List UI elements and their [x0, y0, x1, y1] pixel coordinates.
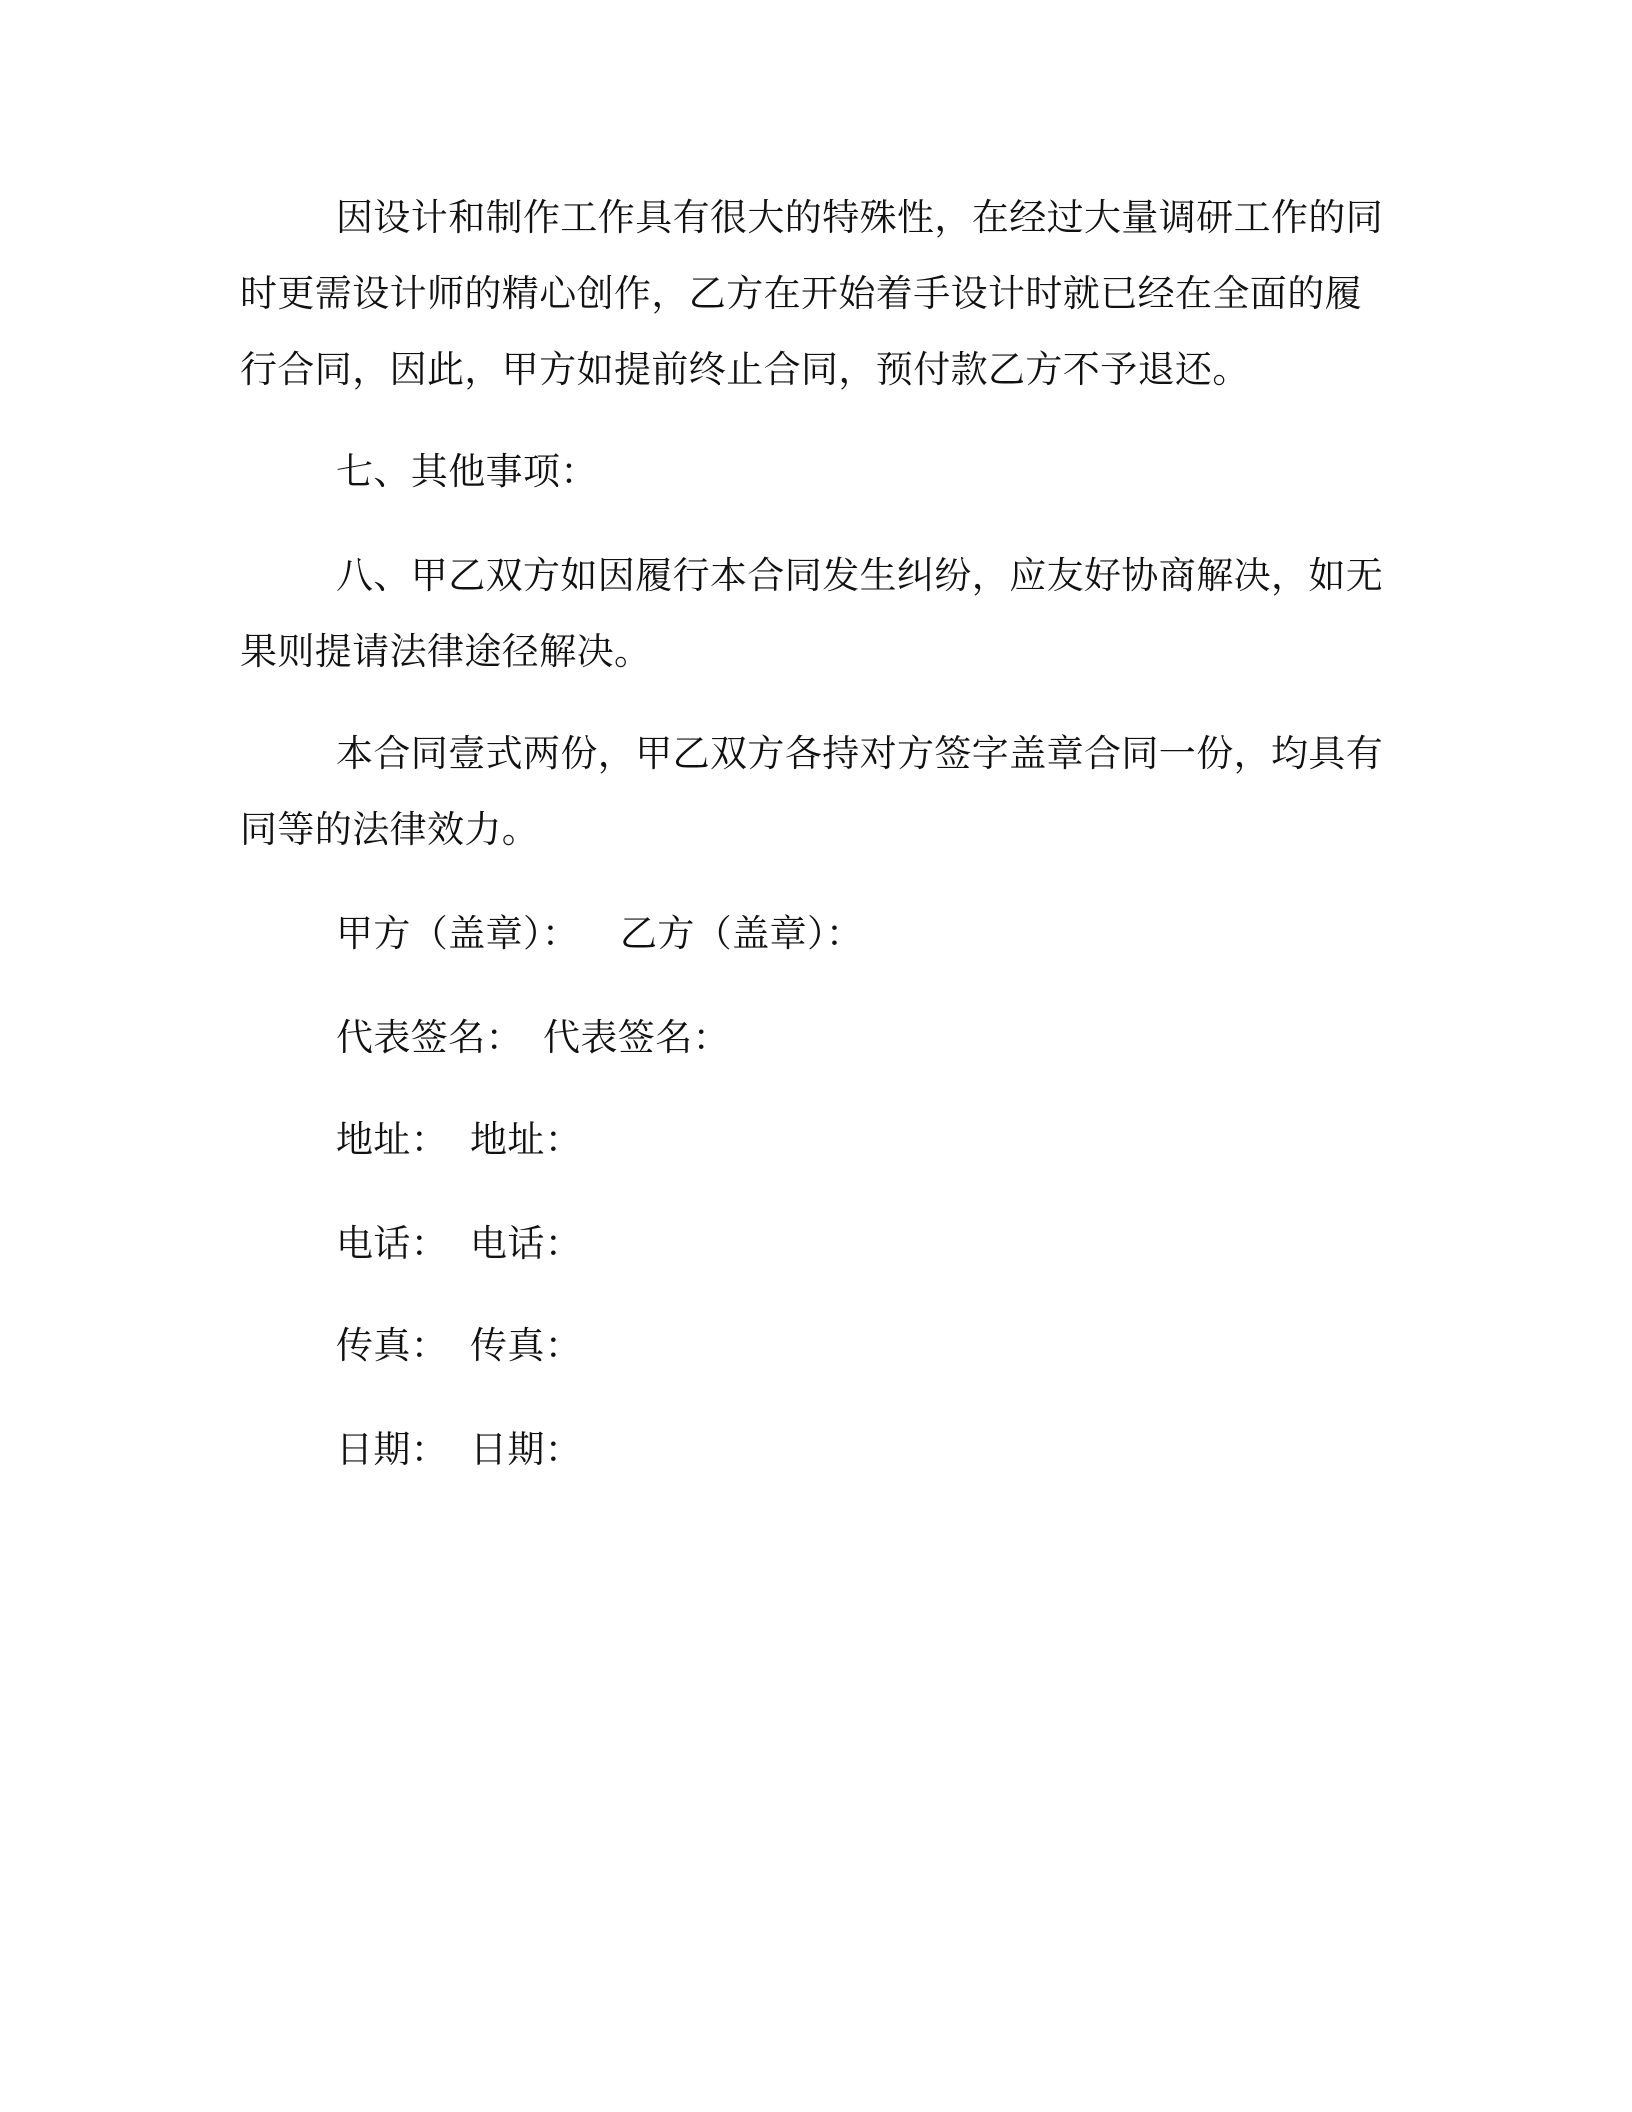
party-a-phone-label: 电话： — [336, 1222, 449, 1265]
paragraph-copies-line-2: 同等的法律效力。 — [240, 808, 540, 851]
signature-row-address — [336, 1114, 583, 1166]
party-a-date-label: 日期： — [336, 1428, 449, 1471]
party-b-address-label: 地址： — [470, 1118, 583, 1161]
signature-row-phone — [336, 1218, 583, 1270]
party-a-seal-label: 甲方（盖章）： — [336, 912, 580, 955]
party-b-date-label: 日期： — [470, 1428, 583, 1471]
paragraph-dispute-line-2: 果则提请法律途径解决。 — [240, 630, 652, 673]
party-a-representative-label: 代表签名： — [336, 1016, 523, 1059]
paragraph-copies-line-1: 本合同壹式两份，甲乙双方各持对方签字盖章合同一份，均具有 — [336, 732, 1384, 775]
party-a-fax-label: 传真： — [336, 1324, 449, 1367]
party-a-address-label: 地址： — [336, 1118, 449, 1161]
paragraph-termination-line-3: 行合同，因此，甲方如提前终止合同，预付款乙方不予退还。 — [240, 348, 1250, 391]
paragraph-dispute-line-1: 八、甲乙双方如因履行本合同发生纠纷，应友好协商解决，如无 — [336, 554, 1384, 597]
paragraph-termination-line-1: 因设计和制作工作具有很大的特殊性，在经过大量调研工作的同 — [336, 196, 1384, 239]
party-b-seal-label: 乙方（盖章）： — [620, 912, 864, 955]
party-b-phone-label: 电话： — [470, 1222, 583, 1265]
signature-row-fax — [336, 1320, 583, 1372]
party-b-representative-label: 代表签名： — [543, 1016, 730, 1059]
section-heading-other-matters: 七、其他事项： — [336, 450, 598, 493]
signature-row-representative — [336, 1012, 730, 1064]
party-b-fax-label: 传真： — [470, 1324, 583, 1367]
signature-row-seal — [336, 908, 864, 960]
paragraph-termination-line-2: 时更需设计师的精心创作，乙方在开始着手设计时就已经在全面的履 — [240, 272, 1362, 315]
signature-row-date — [336, 1424, 583, 1476]
